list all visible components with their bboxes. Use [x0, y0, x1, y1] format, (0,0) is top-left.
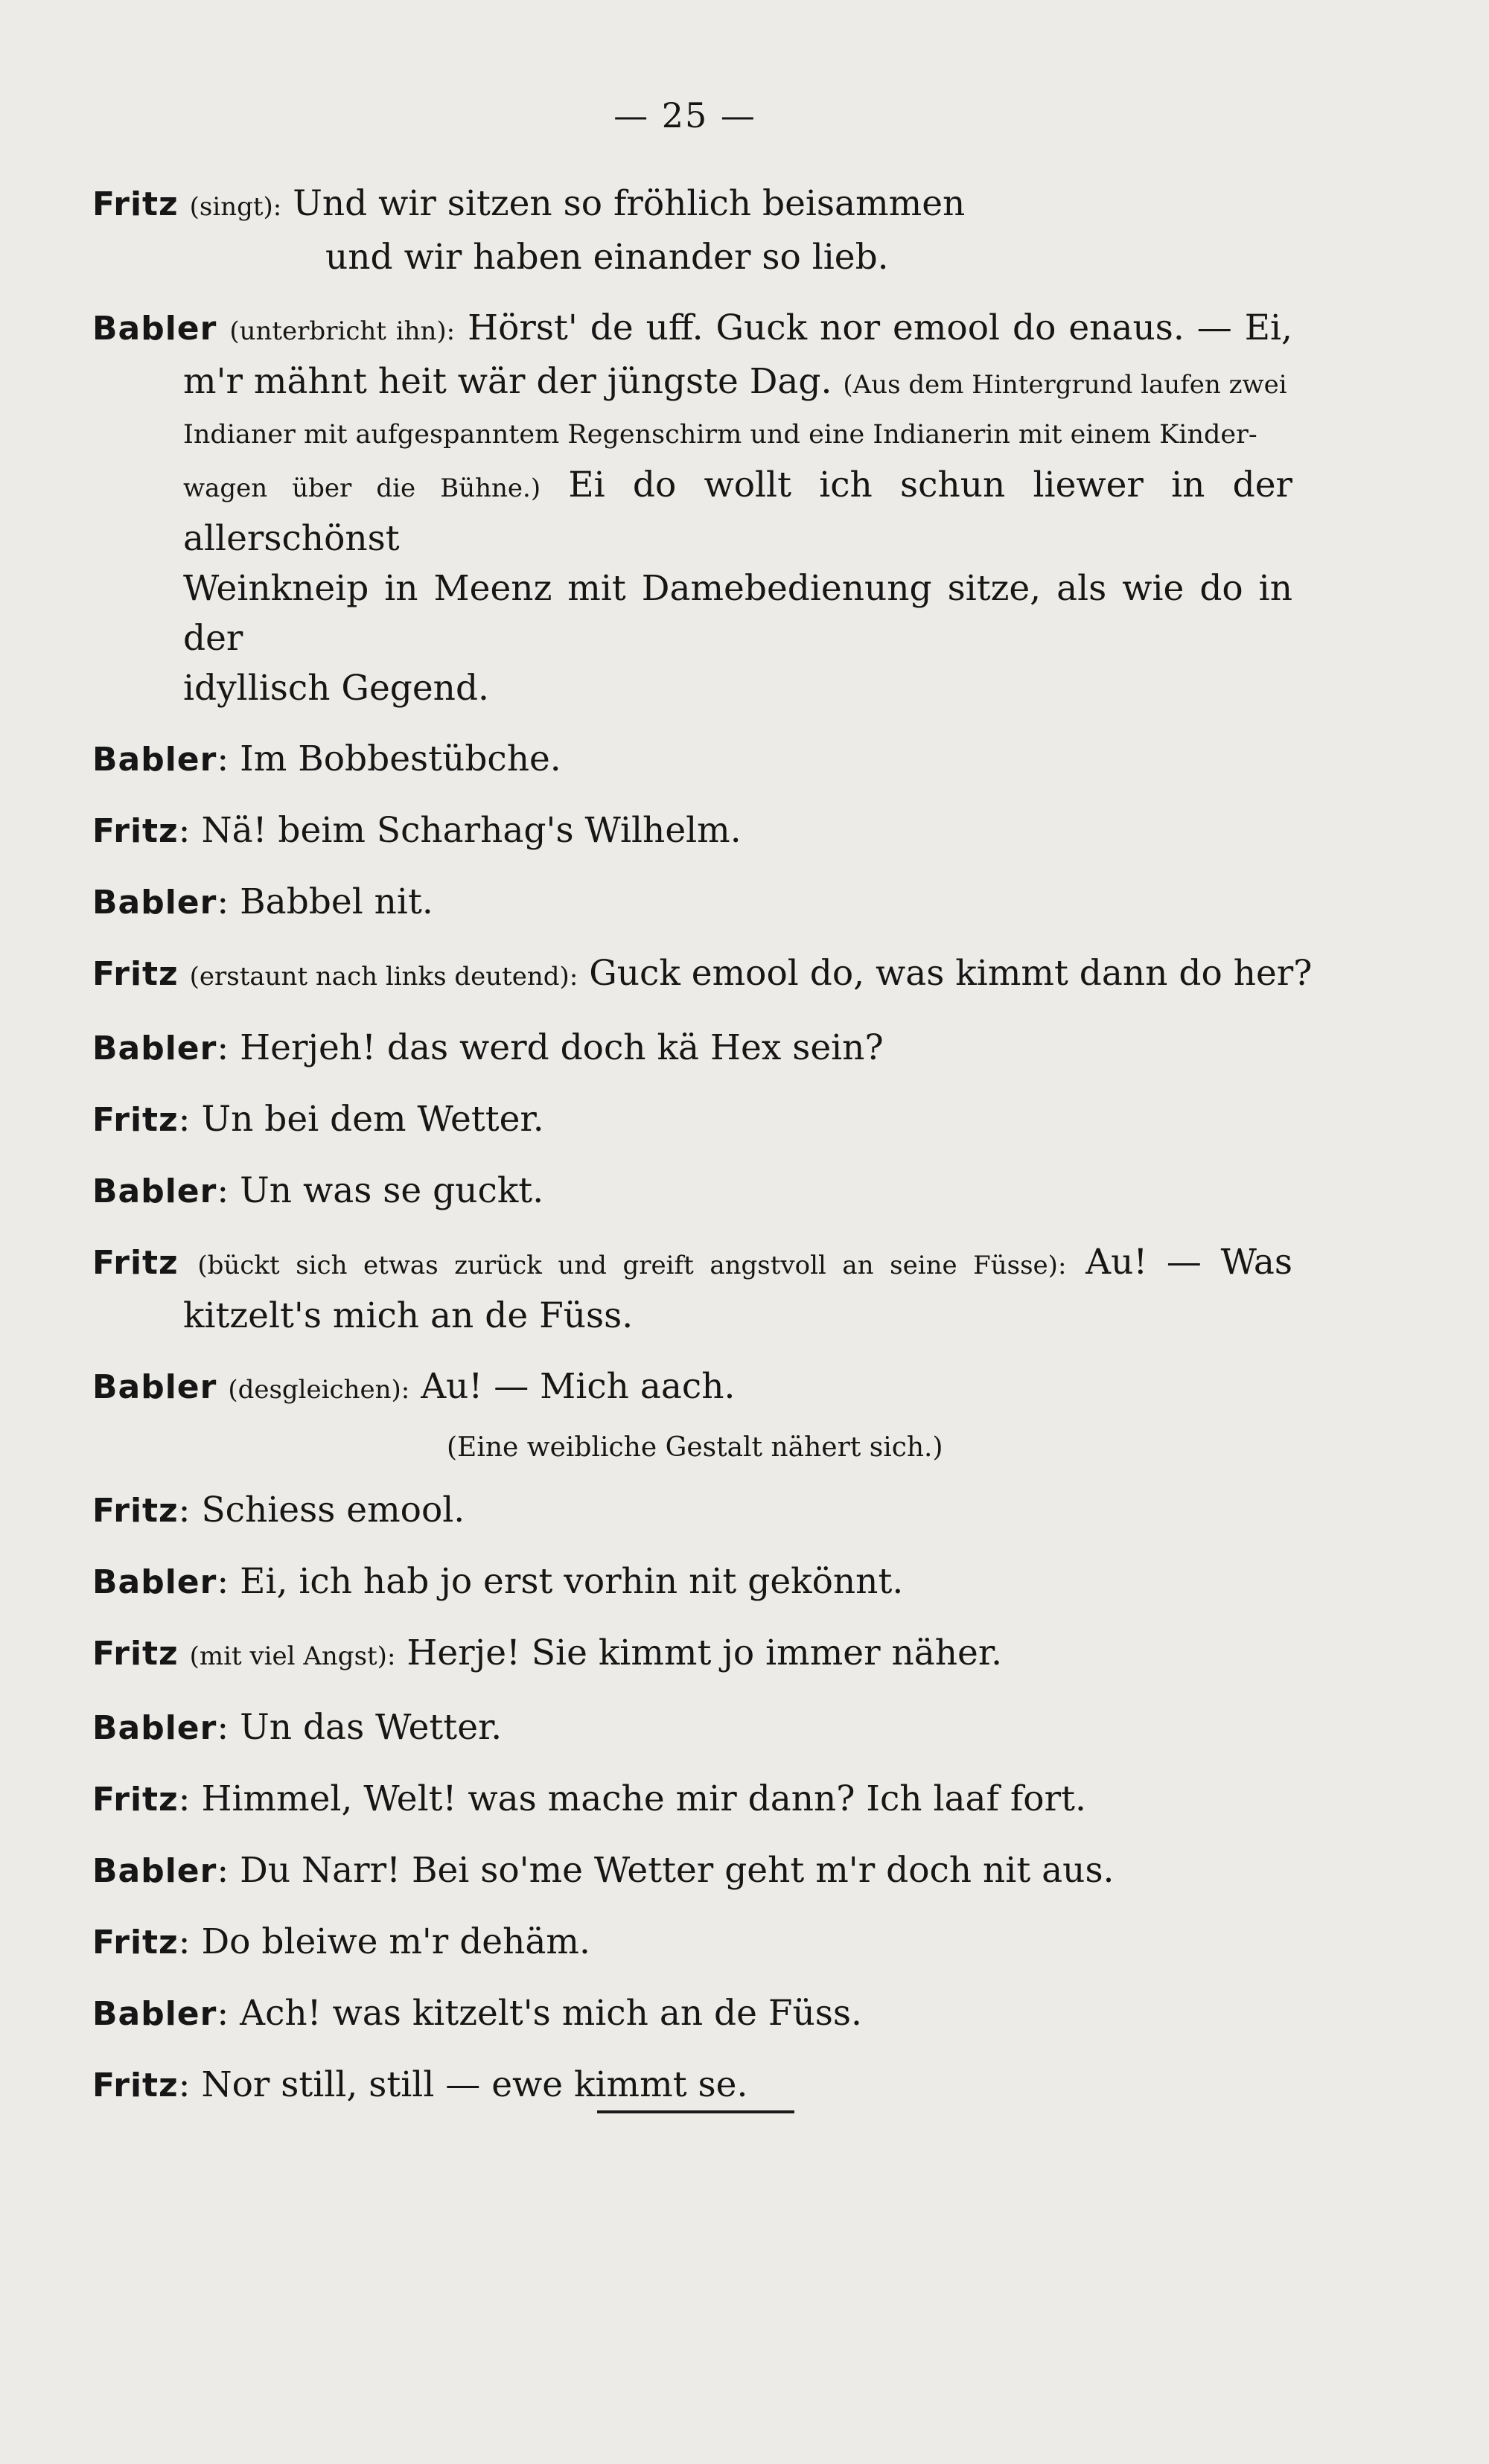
stage-direction: wagen über die Bühne.)	[183, 473, 541, 503]
spoken-text: Do bleiwe m'r dehäm.	[201, 1921, 590, 1962]
spoken-text: Und wir sitzen so fröhlich beisammen	[293, 183, 966, 224]
spoken-text: Un das Wetter.	[240, 1707, 503, 1748]
stage-direction: (bückt sich etwas zurück und greift angstvoll an seine Füsse):	[197, 1251, 1067, 1280]
dialogue-entry: Fritz: Do bleiwe m'r dehäm.	[92, 1921, 590, 1962]
spoken-text: Himmel, Welt! was mache mir dann? Ich laaf fort.	[201, 1778, 1086, 1819]
speaker-name: Fritz	[92, 2066, 179, 2104]
dialogue-entry: Babler: Herjeh! das werd doch kä Hex sein?	[92, 1027, 884, 1068]
speaker-name: Fritz	[92, 1244, 179, 1282]
dialogue-entry: Fritz: Nor still, still — ewe kimmt se.	[92, 2064, 748, 2105]
spoken-text: Schiess emool.	[201, 1490, 465, 1531]
spoken-text: Weinkneip in Meenz mit Damebedienung sitze, als wie do in der	[183, 568, 1292, 659]
dialogue-entry: Babler: Ach! was kitzelt's mich an de Füss.	[92, 1993, 862, 2034]
dialogue-entry: Fritz: Himmel, Welt! was mache mir dann? Ich laaf fort.	[92, 1778, 1086, 1819]
spoken-text: Un was se guckt.	[240, 1170, 544, 1211]
speaker-name: Babler	[92, 1368, 217, 1406]
speaker-name: Babler	[92, 741, 217, 779]
spoken-text: m'r mähnt heit wär der jüngste Dag.	[183, 361, 832, 402]
spoken-text: Herje! Sie kimmt jo immer näher.	[406, 1632, 1003, 1673]
speaker-name: Fritz	[92, 812, 179, 850]
dialogue-entry: Babler: Un das Wetter.	[92, 1707, 503, 1748]
spoken-text: und wir haben einander so lieb.	[325, 237, 889, 278]
dialogue-entry: Babler: Im Bobbestübche.	[92, 738, 561, 779]
speaker-name: Fritz	[92, 1924, 179, 1962]
speaker-name: Babler	[92, 884, 217, 922]
stage-direction: (mit viel Angst):	[189, 1641, 396, 1671]
dialogue-entry	[92, 1362, 1292, 1415]
stage-direction: (Eine weibliche Gestalt nähert sich.)	[447, 1432, 943, 1463]
dialogue-entry: Fritz: Schiess emool.	[92, 1490, 465, 1531]
spoken-text: idyllisch Gegend.	[183, 668, 489, 709]
spoken-text: Ach! was kitzelt's mich an de Füss.	[240, 1993, 862, 2034]
spoken-text: Im Bobbestübche.	[240, 738, 561, 779]
stage-direction: Indianer mit aufgespanntem Regenschirm und eine Indianerin mit einem Kinder-	[183, 420, 1257, 450]
dialogue-entry	[92, 179, 1292, 282]
page-number: — 25 —	[613, 95, 756, 135]
speaker-name: Babler	[92, 1563, 217, 1601]
dialogue-entry: Fritz: Un bei dem Wetter.	[92, 1099, 544, 1140]
dialogue-entry: Babler: Un was se guckt.	[92, 1170, 544, 1211]
speaker-name: Babler	[92, 1852, 217, 1890]
dialogue-entry	[92, 1237, 1292, 1341]
speaker-name: Babler	[92, 310, 217, 348]
speaker-name: Babler	[92, 1709, 217, 1747]
dialogue-entry: Babler: Du Narr! Bei so'me Wetter geht m'r doch nit aus.	[92, 1850, 1115, 1891]
speaker-name: Fritz	[92, 1492, 179, 1530]
speaker-name: Fritz	[92, 955, 179, 993]
stage-direction: (erstaunt nach links deutend):	[189, 962, 578, 992]
spoken-text: Au! — Mich aach.	[421, 1366, 736, 1407]
dialogue-entry: Babler: Ei, ich hab jo erst vorhin nit gekönnt.	[92, 1561, 904, 1602]
speaker-name: Fritz	[92, 1101, 179, 1139]
speaker-name: Fritz	[92, 1635, 179, 1673]
play-text	[92, 179, 1313, 2131]
dialogue-entry	[92, 303, 1292, 713]
spoken-text: kitzelt's mich an de Füss.	[183, 1295, 634, 1336]
end-rule	[597, 2110, 794, 2113]
speaker-name: Babler	[92, 1172, 217, 1210]
spoken-text: Ei do wollt ich schun liewer in der allerschönst	[183, 465, 1293, 559]
stage-direction: (singt):	[189, 192, 282, 222]
speaker-name: Babler	[92, 1030, 217, 1067]
stage-direction: (unterbricht ihn):	[229, 316, 456, 346]
speaker-name: Fritz	[92, 1781, 179, 1819]
spoken-text: Hörst' de uff. Guck nor emool do enaus. — Ei,	[468, 307, 1292, 348]
speaker-name: Fritz	[92, 185, 179, 223]
spoken-text: Un bei dem Wetter.	[201, 1099, 544, 1140]
spoken-text: Ei, ich hab jo erst vorhin nit gekönnt.	[240, 1561, 904, 1602]
speaker-name: Babler	[92, 1995, 217, 2033]
spoken-text: Nor still, still — ewe kimmt se.	[201, 2064, 748, 2105]
dialogue-entry	[92, 948, 1313, 1002]
spoken-text: Herjeh! das werd doch kä Hex sein?	[240, 1027, 884, 1068]
dialogue-entry	[92, 1628, 1292, 1682]
dialogue-entry: Fritz: Nä! beim Scharhag's Wilhelm.	[92, 810, 742, 851]
stage-direction: (desgleichen):	[228, 1375, 410, 1405]
dialogue-entry: Babler: Babbel nit.	[92, 881, 433, 922]
spoken-text: Nä! beim Scharhag's Wilhelm.	[201, 810, 742, 851]
spoken-text: Du Narr! Bei so'me Wetter geht m'r doch nit aus.	[240, 1850, 1115, 1891]
spoken-text: Babbel nit.	[240, 881, 433, 922]
stage-direction: (Aus dem Hintergrund laufen zwei	[843, 370, 1287, 400]
spoken-text: Guck emool do, was kimmt dann do her?	[589, 953, 1313, 994]
spoken-text: Au! — Was	[1085, 1242, 1292, 1283]
